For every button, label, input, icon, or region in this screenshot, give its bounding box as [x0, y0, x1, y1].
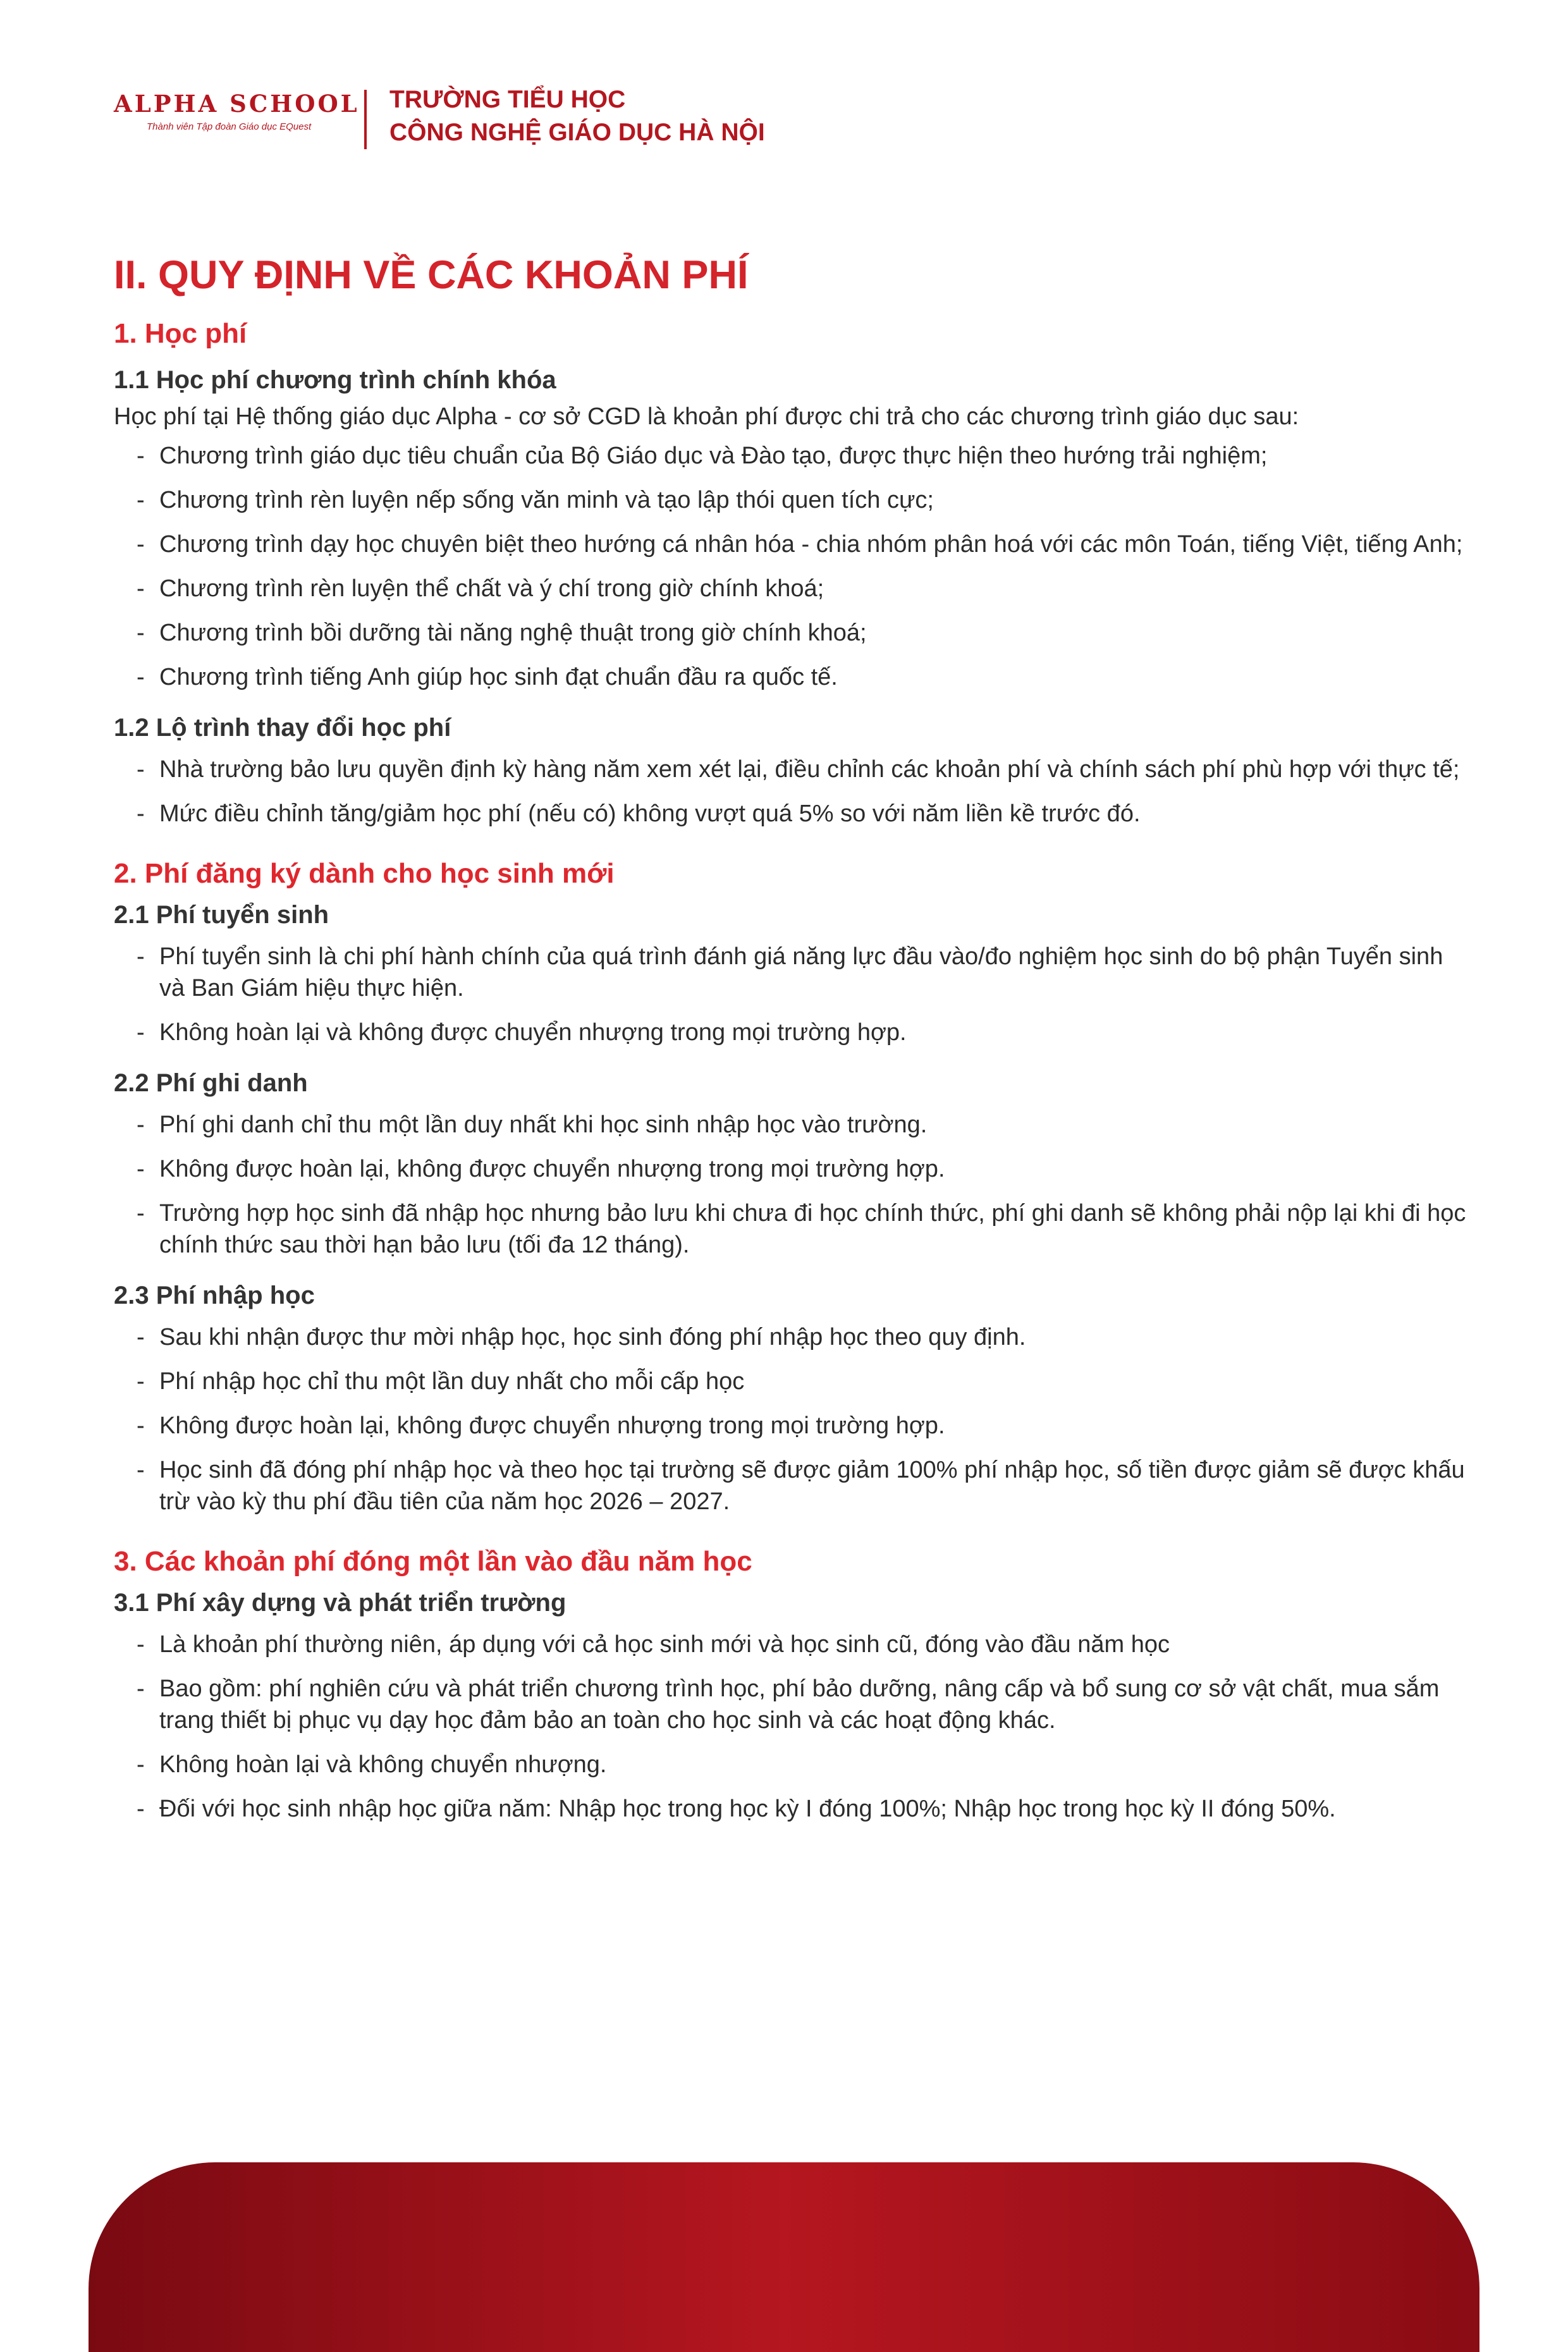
- list-item: - Không được hoàn lại, không được chuyển nhượng trong mọi trường hợp.: [114, 1410, 1467, 1442]
- list-item: - Chương trình rèn luyện thể chất và ý chí trong giờ chính khoá;: [114, 573, 1467, 604]
- logo-tagline: Thành viên Tập đoàn Giáo dục EQuest: [147, 121, 312, 132]
- subsection-heading-2-2: 2.2 Phí ghi danh: [114, 1069, 308, 1097]
- list-item: - Sau khi nhận được thư mời nhập học, học sinh đóng phí nhập học theo quy định.: [114, 1321, 1467, 1353]
- school-name-line2: CÔNG NGHỆ GIÁO DỤC HÀ NỘI: [389, 119, 765, 146]
- list-item: - Chương trình dạy học chuyên biệt theo hướng cá nhân hóa - chia nhóm phân hoá với các môn Toán, tiếng Việt, tiếng Anh;: [114, 529, 1467, 560]
- bullet-list-1-1: [114, 440, 1467, 693]
- list-item: - Trường hợp học sinh đã nhập học nhưng bảo lưu khi chưa đi học chính thức, phí ghi danh sẽ không phải nộp lại khi đi học chính thức sau thời hạn bảo lưu (tối đa 12 tháng).: [114, 1197, 1467, 1261]
- alpha-school-logo: [114, 90, 360, 132]
- list-item: - Phí ghi danh chỉ thu một lần duy nhất khi học sinh nhập học vào trường.: [114, 1109, 1467, 1141]
- subsection-heading-1-1: 1.1 Học phí chương trình chính khóa: [114, 366, 556, 394]
- header-divider: [364, 90, 367, 149]
- subsection-heading-1-2: 1.2 Lộ trình thay đổi học phí: [114, 714, 451, 742]
- list-item: - Mức điều chỉnh tăng/giảm học phí (nếu có) không vượt quá 5% so với năm liền kề trước đó.: [114, 798, 1467, 830]
- list-item: - Học sinh đã đóng phí nhập học và theo học tại trường sẽ được giảm 100% phí nhập học, số tiền được giảm sẽ được khấu trừ vào kỳ thu phí đầu tiên của năm học 2026 – 2027.: [114, 1454, 1467, 1517]
- bullet-list-2-1: [114, 941, 1467, 1048]
- list-item: - Chương trình rèn luyện nếp sống văn minh và tạo lập thói quen tích cực;: [114, 484, 1467, 516]
- footer-decoration: [89, 2162, 1479, 2352]
- list-item: - Không được hoàn lại, không được chuyển nhượng trong mọi trường hợp.: [114, 1153, 1467, 1185]
- list-item: - Đối với học sinh nhập học giữa năm: Nhập học trong học kỳ I đóng 100%; Nhập học trong học kỳ II đóng 50%.: [114, 1793, 1467, 1825]
- bullet-list-1-2: [114, 754, 1467, 830]
- subsection-heading-3-1: 3.1 Phí xây dựng và phát triển trường: [114, 1589, 567, 1617]
- bullet-list-3-1: [114, 1629, 1467, 1825]
- section-heading-tuition: 1. Học phí: [114, 318, 247, 349]
- subsection-heading-2-1: 2.1 Phí tuyển sinh: [114, 901, 329, 929]
- section-heading-registration: 2. Phí đăng ký dành cho học sinh mới: [114, 858, 615, 889]
- subsection-intro-1-1: Học phí tại Hệ thống giáo dục Alpha - cơ sở CGD là khoản phí được chi trả cho các chương trình giáo dục sau:: [114, 403, 1299, 430]
- list-item: - Phí tuyển sinh là chi phí hành chính của quá trình đánh giá năng lực đầu vào/đo nghiệm học sinh do bộ phận Tuyển sinh và Ban Giám hiệu thực hiện.: [114, 941, 1467, 1004]
- document-body: [114, 247, 1467, 1837]
- list-item: - Phí nhập học chỉ thu một lần duy nhất cho mỗi cấp học: [114, 1366, 1467, 1397]
- logo-name: ALPHA SCHOOL: [114, 90, 360, 118]
- page-title: II. QUY ĐỊNH VỀ CÁC KHOẢN PHÍ: [114, 253, 749, 297]
- list-item: - Không hoàn lại và không chuyển nhượng.: [114, 1749, 1467, 1780]
- school-name: [389, 83, 765, 149]
- subsection-heading-2-3: 2.3 Phí nhập học: [114, 1282, 315, 1309]
- list-item: - Là khoản phí thường niên, áp dụng với cả học sinh mới và học sinh cũ, đóng vào đầu năm học: [114, 1629, 1467, 1660]
- list-item: - Chương trình giáo dục tiêu chuẩn của Bộ Giáo dục và Đào tạo, được thực hiện theo hướng trải nghiệm;: [114, 440, 1467, 472]
- list-item: - Chương trình tiếng Anh giúp học sinh đạt chuẩn đầu ra quốc tế.: [114, 661, 1467, 693]
- list-item: - Nhà trường bảo lưu quyền định kỳ hàng năm xem xét lại, điều chỉnh các khoản phí và chính sách phí phù hợp với thực tế;: [114, 754, 1467, 785]
- bullet-list-2-2: [114, 1109, 1467, 1261]
- list-item: - Không hoàn lại và không được chuyển nhượng trong mọi trường hợp.: [114, 1017, 1467, 1048]
- list-item: - Chương trình bồi dưỡng tài năng nghệ thuật trong giờ chính khoá;: [114, 617, 1467, 649]
- section-heading-annual-fees: 3. Các khoản phí đóng một lần vào đầu năm học: [114, 1546, 752, 1577]
- school-name-line1: TRƯỜNG TIỂU HỌC: [389, 86, 626, 113]
- list-item: - Bao gồm: phí nghiên cứu và phát triển chương trình học, phí bảo dưỡng, nâng cấp và bổ sung cơ sở vật chất, mua sắm trang thiết bị phục vụ dạy học đảm bảo an toàn cho học sinh và các hoạt động khác.: [114, 1673, 1467, 1736]
- bullet-list-2-3: [114, 1321, 1467, 1517]
